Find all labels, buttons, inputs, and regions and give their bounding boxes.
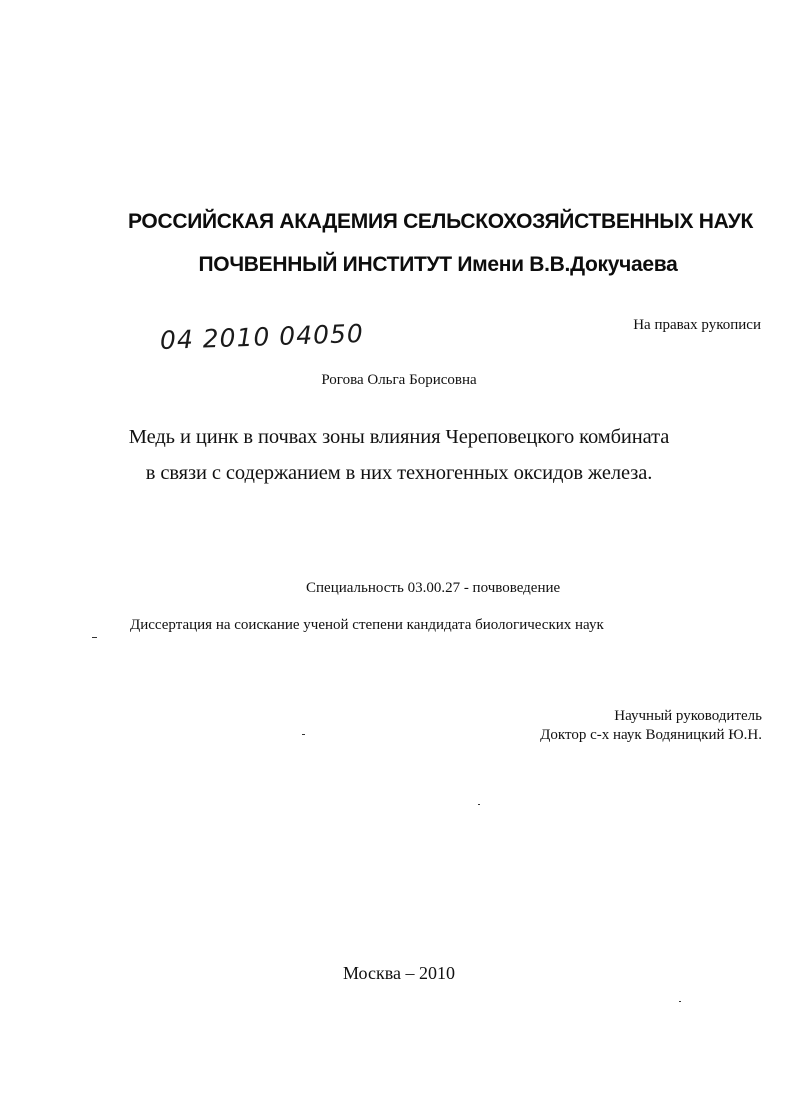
advisor-role: Научный руководитель (614, 708, 762, 724)
organization-title: РОССИЙСКАЯ АКАДЕМИЯ СЕЛЬСКОХОЗЯЙСТВЕННЫХ НАУК (128, 210, 753, 233)
specialty-line: Специальность 03.00.27 - почвоведение (306, 580, 561, 596)
handwritten-registration-number: 04 2010 04050 (159, 318, 365, 355)
city-year: Москва – 2010 (343, 963, 455, 983)
scan-speck (92, 637, 97, 638)
scan-speck (478, 804, 480, 805)
institute-title: ПОЧВЕННЫЙ ИНСТИТУТ Имени В.В.Докучаева (198, 253, 678, 276)
scan-speck (679, 1001, 681, 1002)
dissertation-title-line-1: Медь и цинк в почвах зоны влияния Череповецкого комбината (128, 426, 670, 448)
manuscript-rights-note: На правах рукописи (633, 317, 761, 333)
author-name: Рогова Ольга Борисовна (321, 372, 477, 388)
dissertation-degree-line: Диссертация на соискание ученой степени кандидата биологических наук (130, 617, 604, 633)
scan-speck (302, 734, 305, 735)
dissertation-title-line-2: в связи с содержанием в них техногенных оксидов железа. (145, 462, 653, 484)
advisor-name: Доктор с-х наук Водяницкий Ю.Н. (540, 727, 762, 743)
